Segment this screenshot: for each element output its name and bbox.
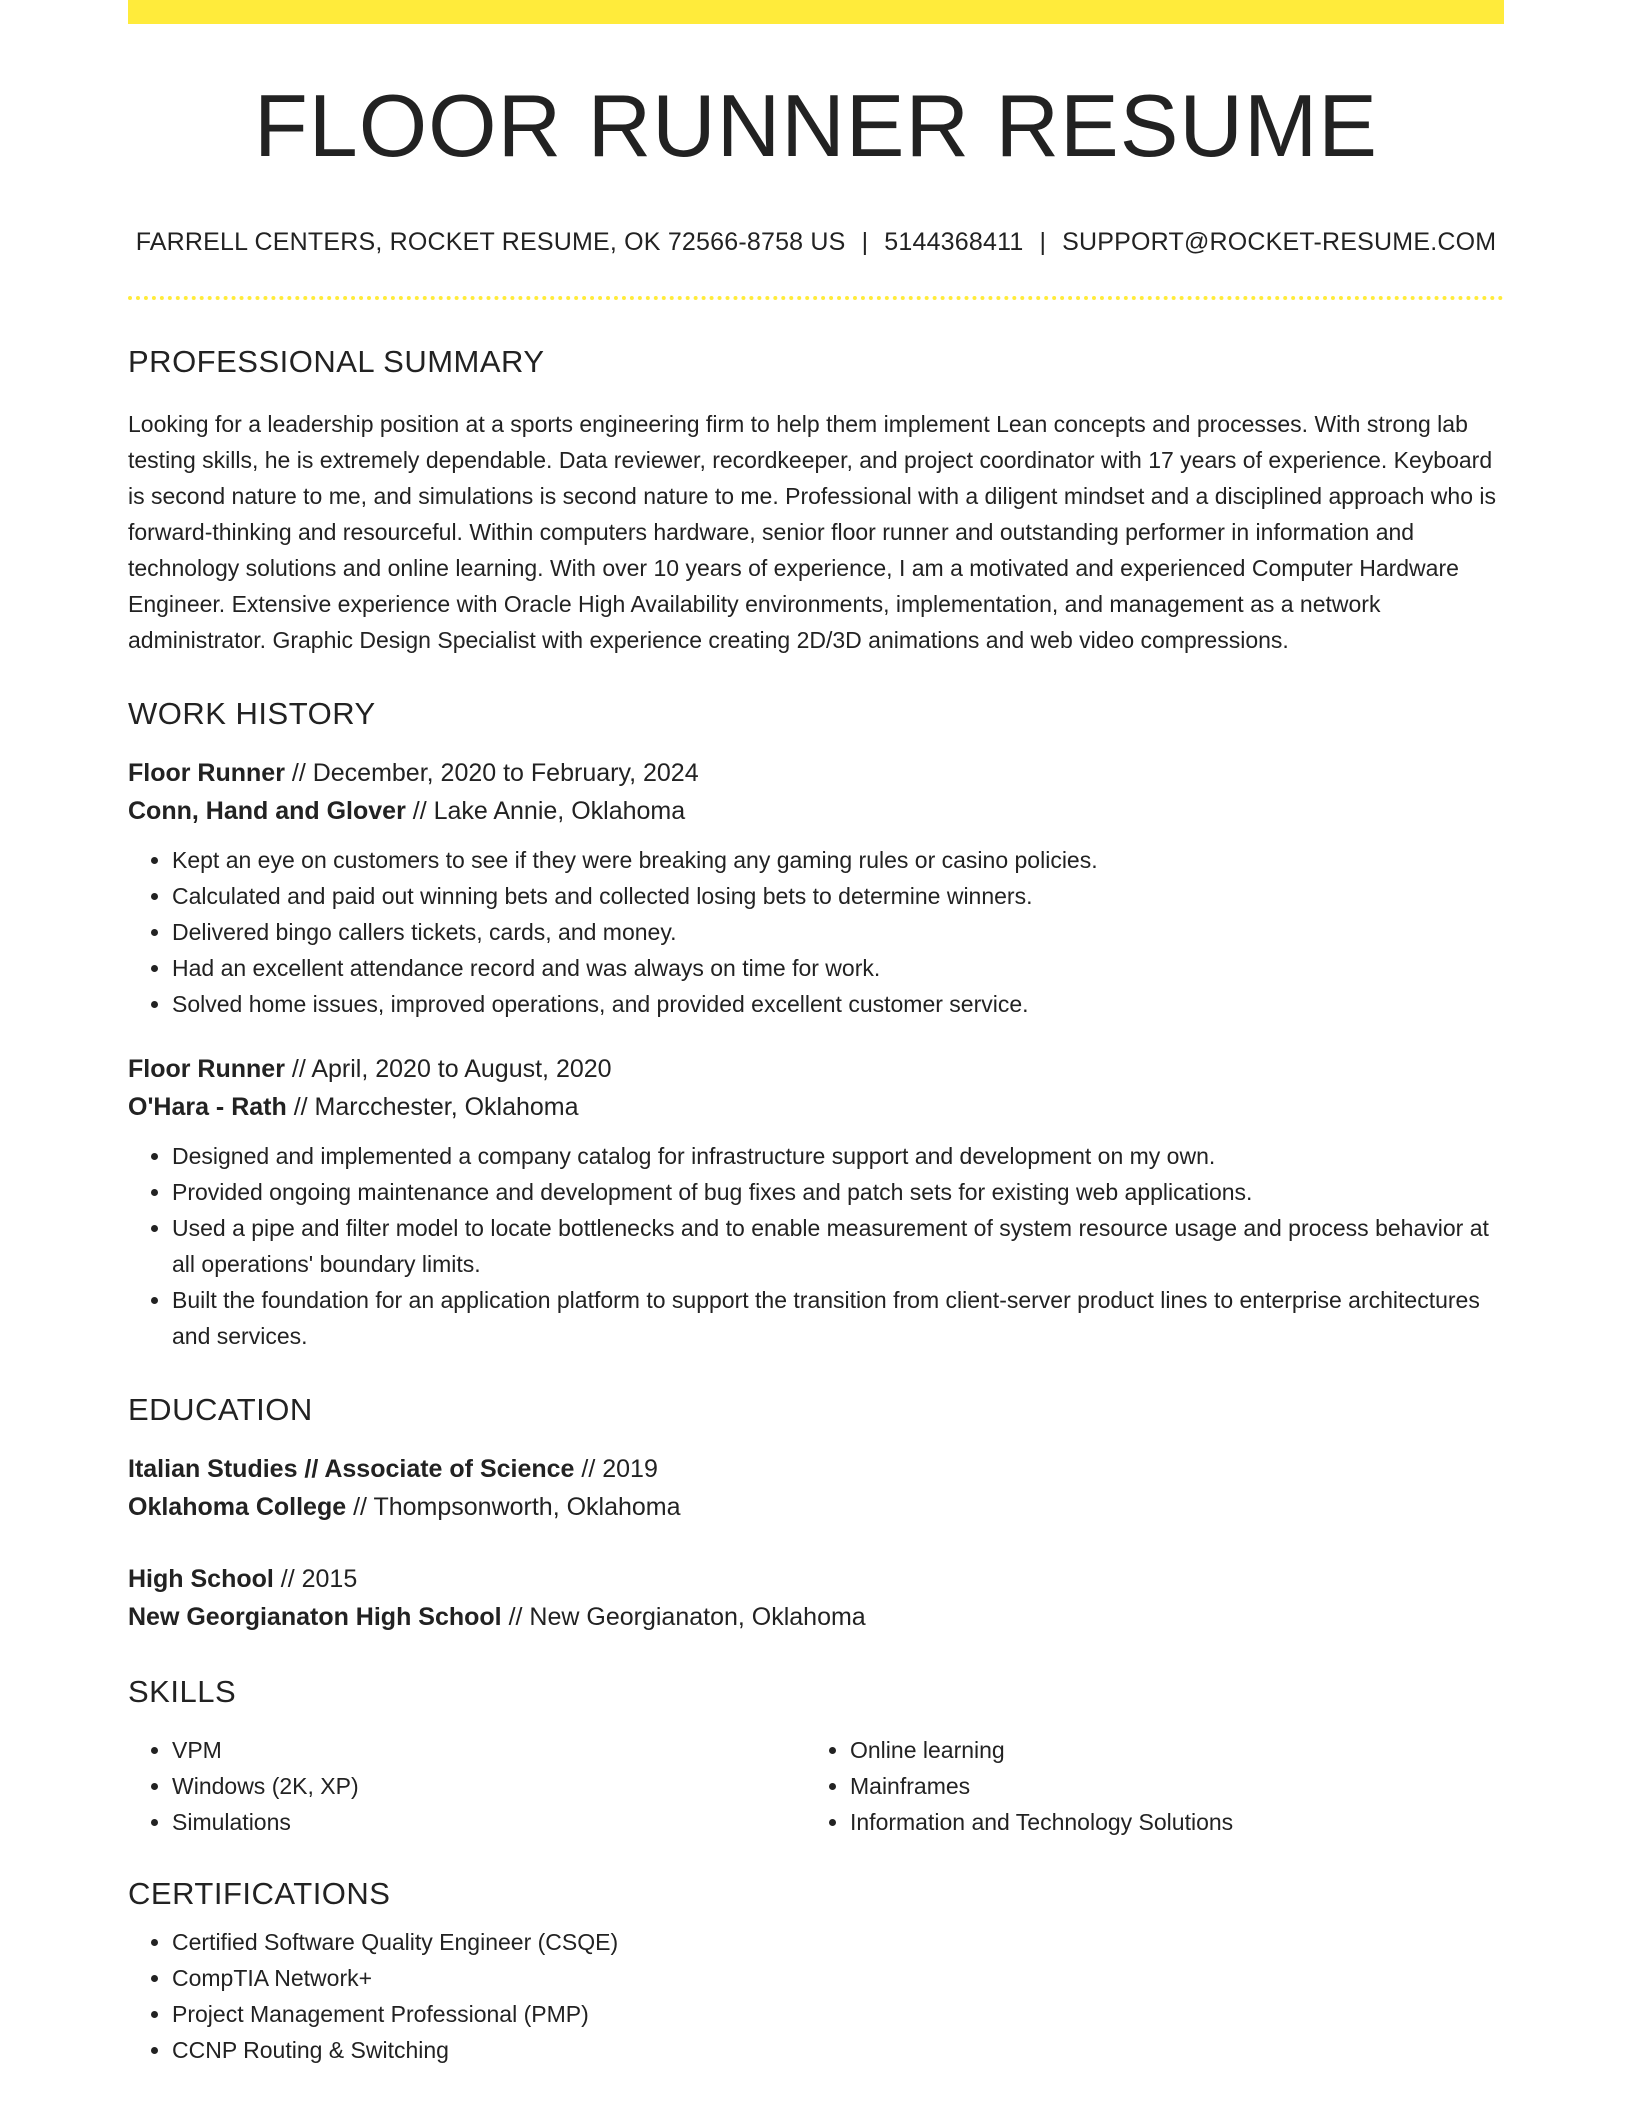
job-bullet: • Provided ongoing maintenance and development of bug fixes and patch sets for existing web applications. — [172, 1174, 1504, 1210]
job-dates: // April, 2020 to August, 2020 — [284, 1055, 612, 1083]
job-title: Floor Runner — [128, 759, 285, 787]
education-school-line — [128, 1488, 1504, 1526]
job-bullet: • Had an excellent attendance record and was always on time for work. — [172, 950, 1504, 986]
job-bullet: • Built the foundation for an application platform to support the transition from client-server product lines to enterprise architectures and services. — [172, 1282, 1504, 1354]
skill-item: • Mainframes — [850, 1768, 1484, 1804]
certification-item: • Project Management Professional (PMP) — [172, 1996, 1504, 2032]
job-company-line — [128, 1088, 1504, 1126]
skill-item: • VPM — [172, 1732, 806, 1768]
education-degree: High School — [128, 1565, 274, 1593]
education-degree-line — [128, 1560, 1504, 1598]
summary-text: Looking for a leadership position at a sports engineering firm to help them implement Lean concepts and processes. With strong lab testing skills, he is extremely dependable. Data reviewer, recordkeeper, and project coordinator with 17 years of experience. Keyboard is second nature to me, and simulations is second nature to me. Professional with a diligent mindset and a disciplined approach who is forward-thinking and resourceful. Within computers hardware, senior floor runner and outstanding performer in information and technology solutions and online learning. With over 10 years of experience, I am a motivated and experienced Computer Hardware Engineer. Extensive experience with Oracle High Availability environments, implementation, and management as a network administrator. Graphic Design Specialist with experience creating 2D/3D animations and web video compressions. — [128, 411, 1496, 653]
job-bullets — [128, 842, 1504, 1022]
skill-item: • Information and Technology Solutions — [850, 1804, 1484, 1840]
certifications-heading: CERTIFICATIONS — [128, 1876, 391, 1911]
job-bullet: • Calculated and paid out winning bets and collected losing bets to determine winners. — [172, 878, 1504, 914]
skills-column-left — [128, 1732, 806, 1840]
education-school-line — [128, 1598, 1504, 1636]
job-title-line — [128, 1050, 1504, 1088]
job-location: // Marcchester, Oklahoma — [286, 1093, 579, 1121]
certifications-list — [128, 1924, 1504, 2068]
job-bullet: • Used a pipe and filter model to locate bottlenecks and to enable measurement of system resource usage and process behavior at all operations' boundary limits. — [172, 1210, 1504, 1282]
skills-column-right — [806, 1732, 1484, 1840]
education-location: // New Georgianaton, Oklahoma — [501, 1603, 866, 1631]
education-school: New Georgianaton High School — [128, 1603, 502, 1631]
contact-address: FARRELL CENTERS, ROCKET RESUME, OK 72566-8758 US — [135, 228, 846, 256]
contact-email: SUPPORT@ROCKET-RESUME.COM — [1062, 228, 1497, 256]
work-history-heading: WORK HISTORY — [128, 696, 376, 731]
job-entry — [128, 1050, 1504, 1354]
dotted-divider — [128, 296, 1504, 300]
education-year: // 2019 — [574, 1455, 658, 1483]
summary-heading: PROFESSIONAL SUMMARY — [128, 344, 545, 379]
job-bullet: • Designed and implemented a company catalog for infrastructure support and development on my own. — [172, 1138, 1504, 1174]
education-degree-line — [128, 1450, 1504, 1488]
job-bullet: • Kept an eye on customers to see if they were breaking any gaming rules or casino policies. — [172, 842, 1504, 878]
job-title-line — [128, 754, 1504, 792]
job-company: Conn, Hand and Glover — [128, 797, 406, 825]
contact-line — [128, 228, 1504, 257]
certification-item: • CompTIA Network+ — [172, 1960, 1504, 1996]
job-company-line — [128, 792, 1504, 830]
job-location: // Lake Annie, Oklahoma — [405, 797, 686, 825]
education-year: // 2015 — [273, 1565, 358, 1593]
contact-separator: | — [1039, 228, 1047, 256]
skill-item: • Windows (2K, XP) — [172, 1768, 806, 1804]
top-accent-bar — [128, 0, 1504, 24]
education-entry — [128, 1560, 1504, 1636]
resume-title: FLOOR RUNNER RESUME — [254, 76, 1378, 175]
skills-grid — [128, 1732, 1504, 1840]
skills-heading: SKILLS — [128, 1674, 237, 1709]
job-bullet: • Solved home issues, improved operations, and provided excellent customer service. — [172, 986, 1504, 1022]
job-dates: // December, 2020 to February, 2024 — [284, 759, 699, 787]
education-degree: Italian Studies // Associate of Science — [128, 1455, 575, 1483]
job-title: Floor Runner — [128, 1055, 285, 1083]
job-bullets — [128, 1138, 1504, 1354]
certification-item: • CCNP Routing & Switching — [172, 2032, 1504, 2068]
resume-page — [128, 0, 1504, 2068]
job-company: O'Hara - Rath — [128, 1093, 287, 1121]
job-bullet: • Delivered bingo callers tickets, cards, and money. — [172, 914, 1504, 950]
skill-item: • Online learning — [850, 1732, 1484, 1768]
contact-separator: | — [861, 228, 869, 256]
education-entry — [128, 1450, 1504, 1526]
skill-item: • Simulations — [172, 1804, 806, 1840]
job-entry — [128, 754, 1504, 1022]
education-location: // Thompsonworth, Oklahoma — [346, 1493, 681, 1521]
education-school: Oklahoma College — [128, 1493, 347, 1521]
contact-phone: 5144368411 — [884, 228, 1024, 256]
education-heading: EDUCATION — [128, 1392, 313, 1427]
certification-item: • Certified Software Quality Engineer (CSQE) — [172, 1924, 1504, 1960]
